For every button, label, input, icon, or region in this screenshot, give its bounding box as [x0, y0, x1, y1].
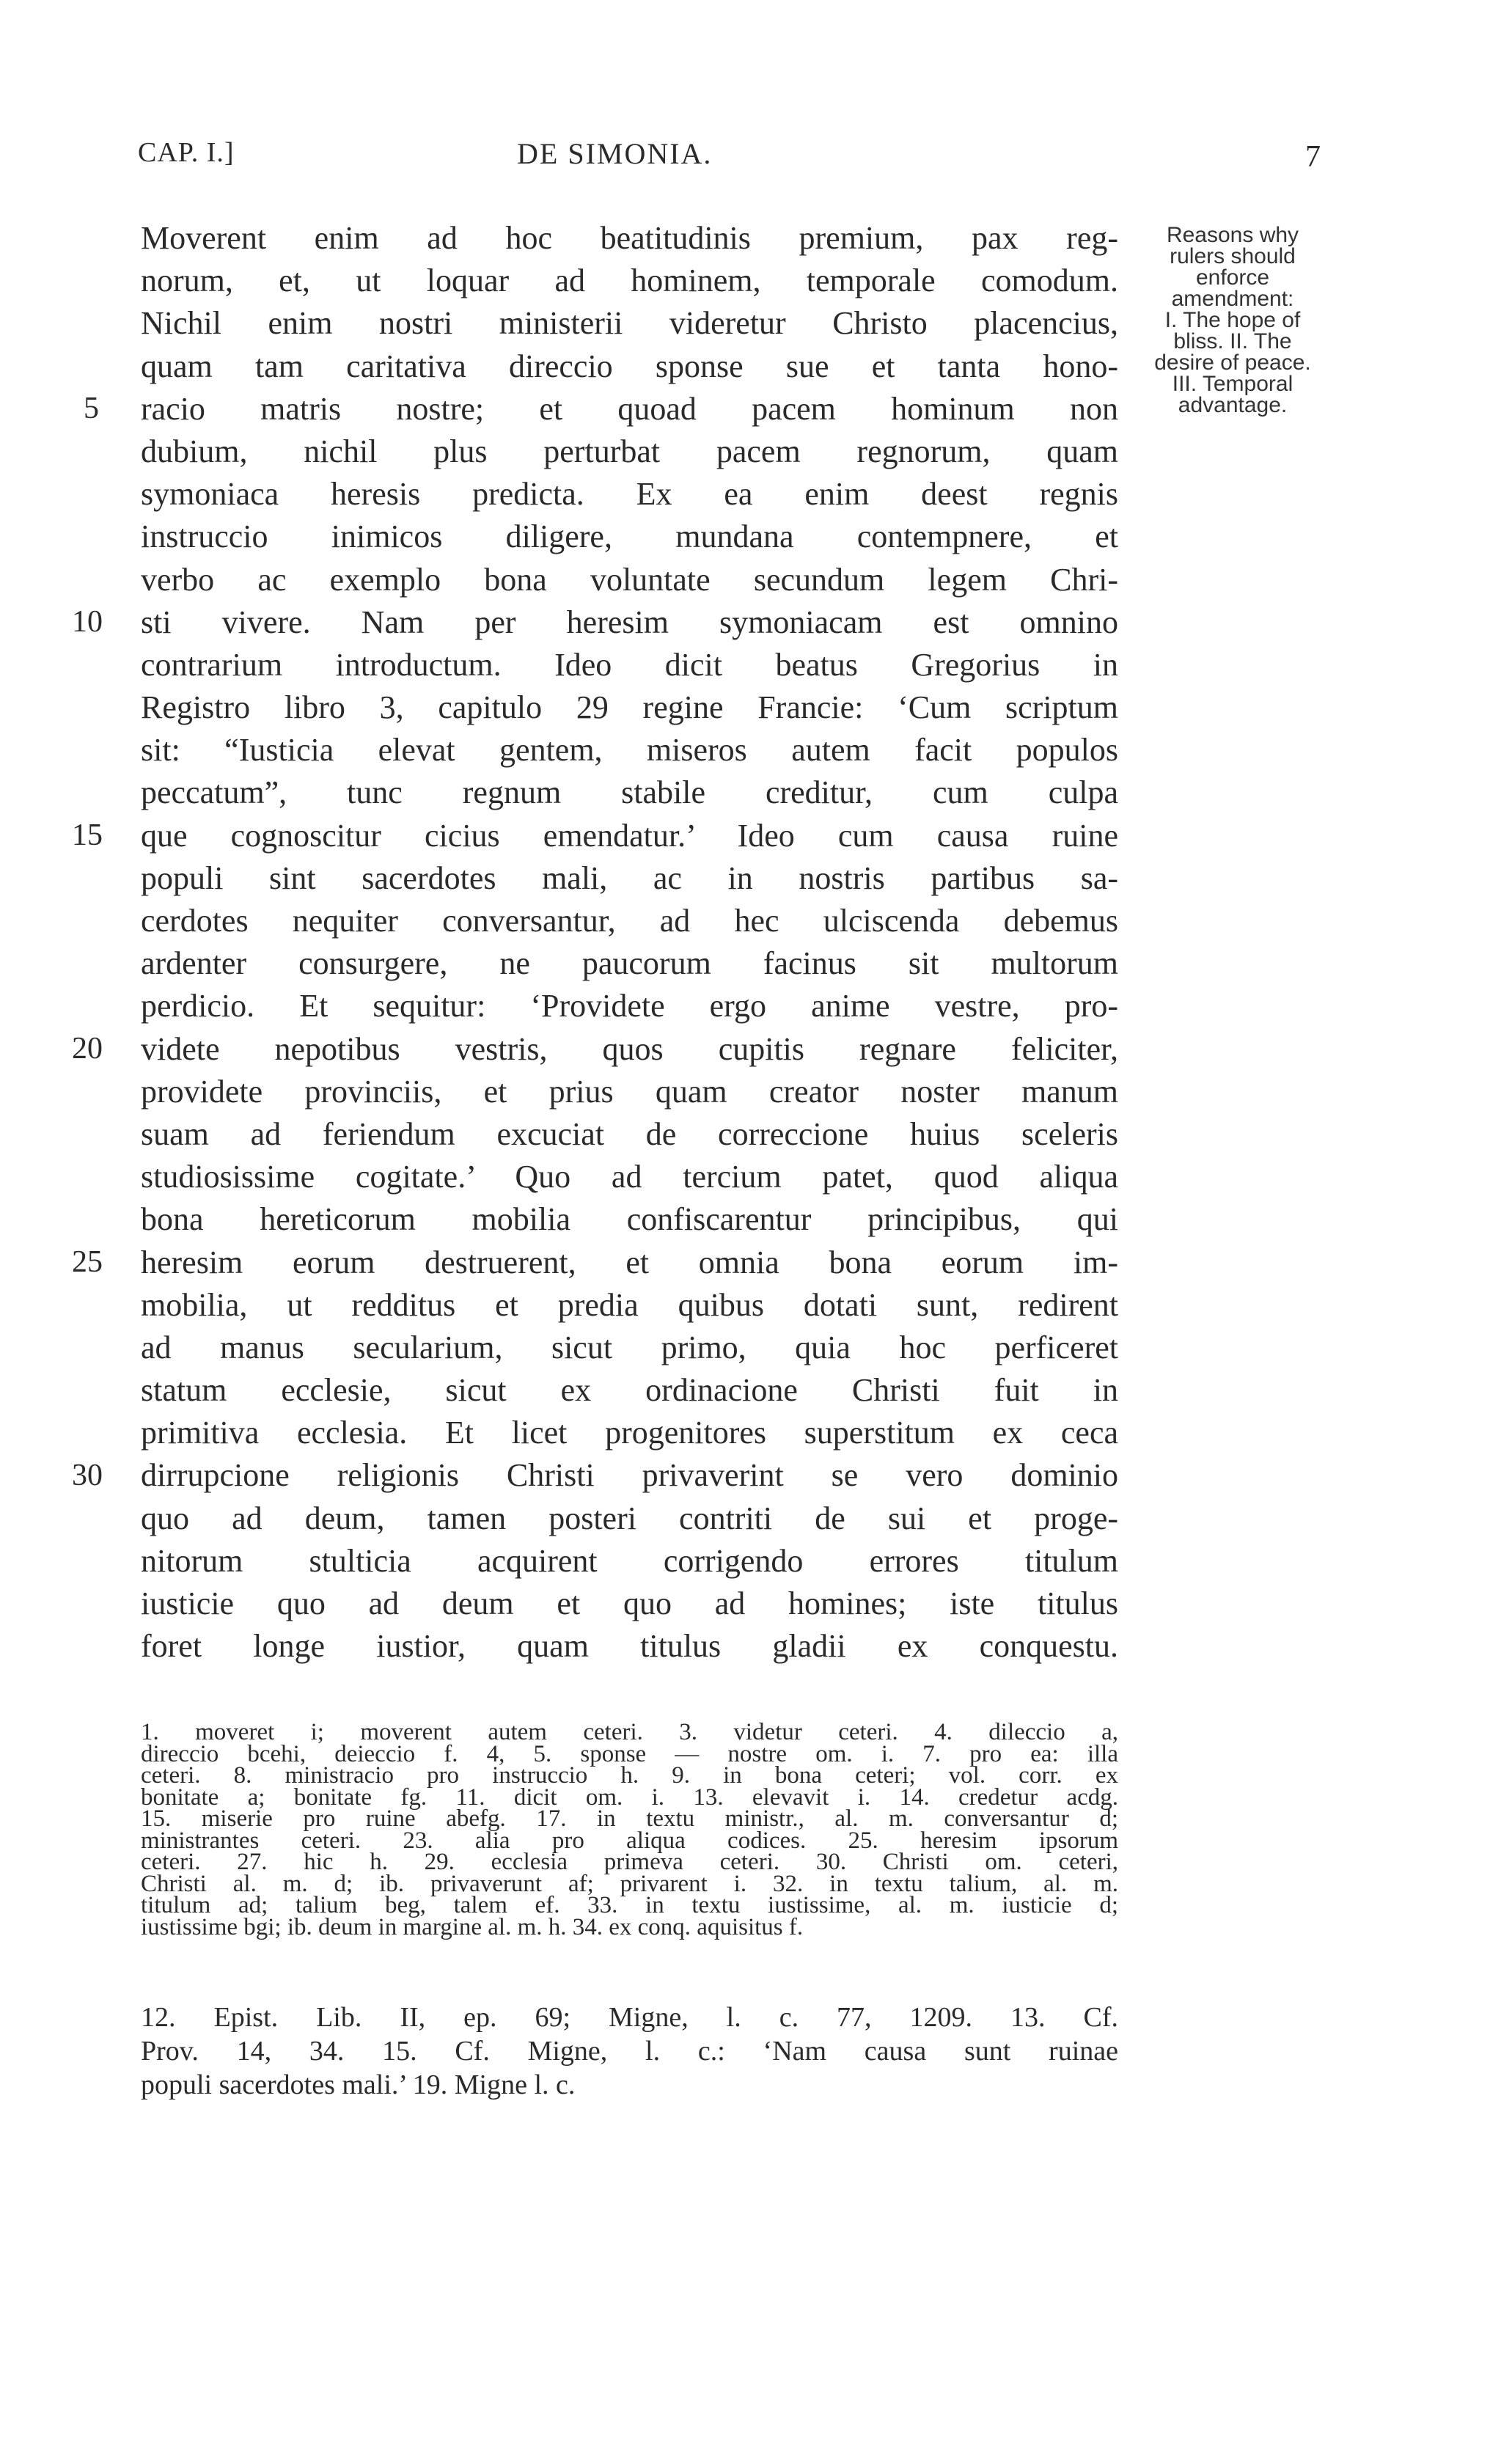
running-header [0, 136, 1512, 180]
text-line: Moverent enim ad hoc beatitudinis premium, pax reg- [141, 220, 1118, 256]
marginal-note-line: advantage. [1178, 393, 1288, 417]
text-line: videte nepotibus vestris, quos cupitis regnare feliciter, [141, 1030, 1118, 1067]
marginal-note-line: Reasons why [1166, 223, 1299, 247]
marginal-note-line: I. The hope of [1164, 308, 1301, 332]
text-line: instruccio inimicos diligere, mundana contempnere, et [141, 518, 1118, 555]
line-number: 25 [72, 1244, 103, 1279]
text-line: sti vivere. Nam per heresim symoniacam est omnino [141, 604, 1118, 640]
text-line: primitiva ecclesia. Et licet progenitores superstitum ex ceca [141, 1415, 1118, 1451]
text-line: contrarium introductum. Ideo dicit beatus Gregorius in [141, 646, 1118, 683]
text-line: quam tam caritativa direccio sponse sue et tanta hono- [141, 348, 1118, 384]
text-line: foret longe iustior, quam titulus gladii ex conquestu. [141, 1628, 1118, 1665]
marginal-note-line: III. Temporal [1172, 372, 1293, 396]
source-notes [141, 2001, 1118, 2102]
marginal-note [1134, 224, 1332, 416]
text-line: providete provinciis, et prius quam creator noster manum [141, 1073, 1118, 1110]
text-line: symoniaca heresis predicta. Ex ea enim deest regnis [141, 476, 1118, 513]
chapter-label: CAP. I.] [138, 137, 235, 168]
text-line: peccatum”, tunc regnum stabile creditur, cum culpa [141, 774, 1118, 811]
text-line: Registro libro 3, capitulo 29 regine Francie: ‘Cum scriptum [141, 689, 1118, 726]
page-number: 7 [1305, 140, 1321, 174]
text-line: ardenter consurgere, ne paucorum facinus sit multorum [141, 945, 1118, 982]
text-line: quo ad deum, tamen posteri contriti de sui et proge- [141, 1500, 1118, 1536]
text-line: mobilia, ut redditus et predia quibus dotati sunt, redirent [141, 1286, 1118, 1323]
apparatus-line: ceteri. 8. ministracio pro instruccio h. 9. in bona ceteri; vol. corr. ex [141, 1762, 1118, 1789]
text-line: que cognoscitur cicius emendatur.’ Ideo cum causa ruine [141, 817, 1118, 854]
text-line: sit: “Iusticia elevat gentem, miseros autem facit populos [141, 732, 1118, 769]
text-line: dirrupcione religionis Christi privaverint se vero dominio [141, 1457, 1118, 1494]
text-line: iusticie quo ad deum et quo ad homines; iste titulus [141, 1585, 1118, 1621]
text-line: nitorum stulticia acquirent corrigendo errores titulum [141, 1542, 1118, 1579]
marginal-note-line: rulers should [1170, 244, 1296, 268]
text-line: suam ad feriendum excuciat de correccione huius sceleris [141, 1115, 1118, 1152]
text-line: bona hereticorum mobilia confiscarentur principibus, qui [141, 1201, 1118, 1238]
text-line: populi sint sacerdotes mali, ac in nostris partibus sa- [141, 859, 1118, 896]
text-line: Nichil enim nostri ministerii videretur Christo placencius, [141, 305, 1118, 342]
text-line: statum ecclesie, sicut ex ordinacione Christi fuit in [141, 1372, 1118, 1409]
line-number: 10 [72, 604, 103, 639]
apparatus-line: 15. miserie pro ruine abefg. 17. in textu ministr., al. m. conversantur d; [141, 1805, 1118, 1832]
text-line: verbo ac exemplo bona voluntate secundum legem Chri- [141, 561, 1118, 598]
text-line: norum, et, ut loquar ad hominem, temporale comodum. [141, 263, 1118, 299]
text-line: perdicio. Et sequitur: ‘Providete ergo anime vestre, pro- [141, 988, 1118, 1024]
text-line: racio matris nostre; et quoad pacem hominum non [141, 390, 1118, 427]
text-line: ad manus secularium, sicut primo, quia hoc perficeret [141, 1329, 1118, 1365]
apparatus-line: ministrantes ceteri. 23. alia pro aliqua codices. 25. heresim ipsorum [141, 1827, 1118, 1854]
main-text-block [141, 217, 1118, 1668]
text-line: dubium, nichil plus perturbat pacem regnorum, quam [141, 433, 1118, 469]
apparatus-line: titulum ad; talium beg, talem ef. 33. in textu iustissime, al. m. iusticie d; [141, 1892, 1118, 1918]
marginal-note-line: desire of peace. [1154, 351, 1311, 375]
line-number: 20 [72, 1031, 103, 1066]
marginal-note-line: bliss. II. The [1173, 329, 1292, 353]
page-title: DE SIMONIA. [517, 137, 713, 170]
apparatus-line: direccio bcehi, deieccio f. 4, 5. sponse — nostre om. i. 7. pro ea: illa [141, 1740, 1118, 1767]
line-number: 15 [72, 818, 103, 852]
apparatus-line: bonitate a; bonitate fg. 11. dicit om. i. 13. elevavit i. 14. credetur acdg. [141, 1783, 1118, 1811]
apparatus-line: ceteri. 27. hic h. 29. ecclesia primeva ceteri. 30. Christi om. ceteri, [141, 1849, 1118, 1875]
text-line: cerdotes nequiter conversantur, ad hec ulciscenda debemus [141, 903, 1118, 939]
marginal-note-line: amendment: [1171, 287, 1294, 311]
line-number: 5 [84, 391, 99, 425]
source-note-line: populi sacerdotes mali.’ 19. Migne l. c. [141, 2069, 576, 2100]
source-note-line: Prov. 14, 34. 15. Cf. Migne, l. c.: ‘Nam causa sunt ruinae [141, 2036, 1118, 2067]
source-note-line: 12. Epist. Lib. II, ep. 69; Migne, l. c. 77, 1209. 13. Cf. [141, 2002, 1118, 2033]
text-line: heresim eorum destruerent, et omnia bona eorum im- [141, 1244, 1118, 1280]
line-number: 30 [72, 1458, 103, 1492]
apparatus-line: 1. moveret i; moverent autem ceteri. 3. videtur ceteri. 4. dileccio a, [141, 1719, 1118, 1745]
marginal-note-line: enforce [1195, 265, 1270, 290]
apparatus-line: Christi al. m. d; ib. privaverunt af; privarent i. 32. in textu talium, al. m. [141, 1870, 1118, 1897]
critical-apparatus [141, 1719, 1118, 1940]
apparatus-line: iustissime bgi; ib. deum in margine al. m. h. 34. ex conq. aquisitus f. [141, 1913, 804, 1940]
text-line: studiosissime cogitate.’ Quo ad tercium patet, quod aliqua [141, 1159, 1118, 1195]
